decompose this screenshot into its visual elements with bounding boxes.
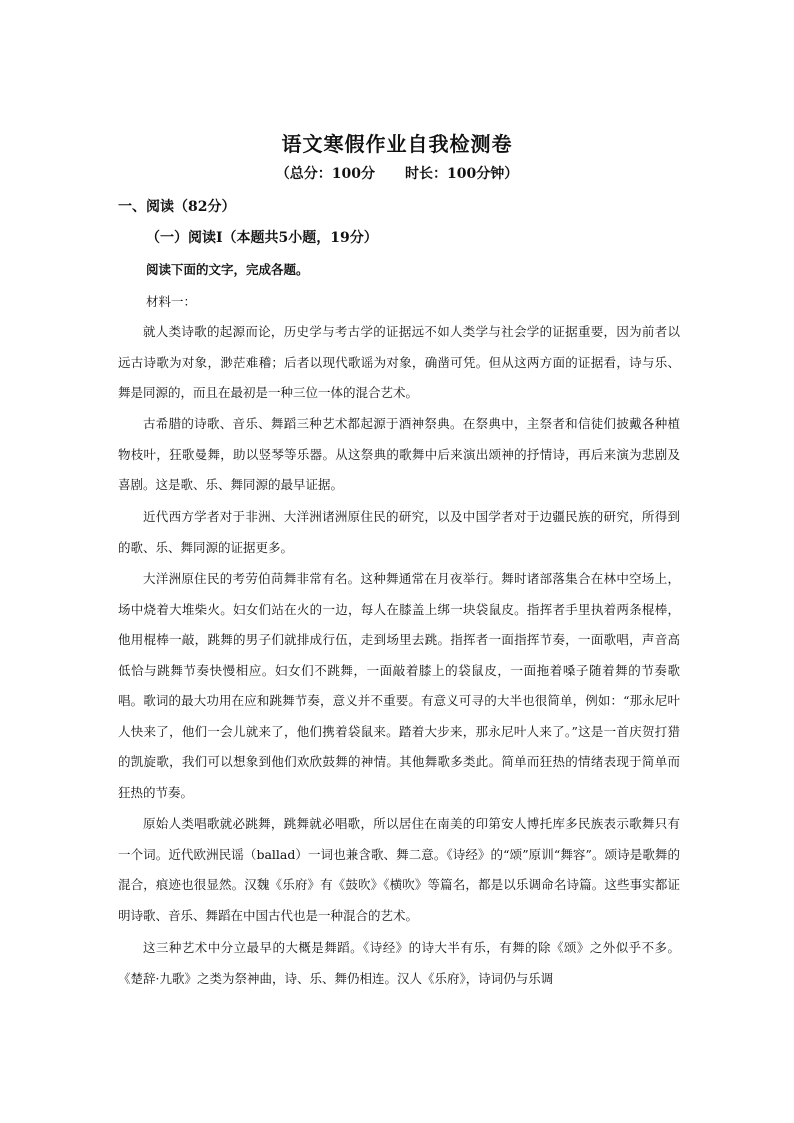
paragraph: 古希腊的诗歌、音乐、舞蹈三种艺术都起源于酒神祭典。在祭典中，主祭者和信徒们披戴各种植物枝叶，狂歌曼舞，助以竖琴等乐器。从这祭典的歌舞中后来演出颂神的抒情诗，再后来演为悲剧及喜剧。这是歌、乐、舞同源的最早证据。 bbox=[118, 416, 680, 492]
section-heading: 一、阅读（82分） bbox=[118, 199, 236, 215]
subsection-heading: （一）阅读Ⅰ（本题共5小题，19分） bbox=[146, 230, 378, 246]
paragraph: 原始人类唱歌就必跳舞，跳舞就必唱歌，所以居住在南美的印第安人博托库多民族表示歌舞只有一个词。近代欧洲民谣（ballad）一词也兼含歌、舞二意。《诗经》的“颂”原训“舞容”。颂诗是歌舞的混合，痕迹也很显然。汉魏《乐府》有《鼓吹》《横吹》等篇名，都是以乐调命名诗篇。这些事实都证明诗歌、音乐、舞蹈在中国古代也是一种混合的艺术。 bbox=[118, 816, 680, 923]
reading-instruction: 阅读下面的文字，完成各题。 bbox=[146, 262, 309, 277]
total-score-label: （总分：100分 bbox=[275, 166, 375, 182]
duration-label: 时长：100分钟） bbox=[405, 166, 519, 182]
paragraph: 近代西方学者对于非洲、大洋洲诸洲原住民的研究，以及中国学者对于边疆民族的研究，所得到的歌、乐、舞同源的证据更多。 bbox=[118, 509, 680, 555]
paragraph: 大洋洲原住民的考劳伯苘舞非常有名。这种舞通常在月夜举行。舞时诸部落集合在林中空场上，场中烧着大堆柴火。妇女们站在火的一边，每人在膝盖上绑一块袋鼠皮。指挥者手里执着两条棍棒，他用棍棒一敲，跳舞的男子们就排成行伍，走到场里去跳。指挥者一面指挥节奏，一面歌唱，声音高低恰与跳舞节奏快慢相应。妇女们不跳舞，一面敲着膝上的袋鼠皮，一面拖着嗓子随着舞的节奏歌唱。歌词的最大功用在应和跳舞节奏，意义并不重要。有意义可寻的大半也很简单，例如：“那永尼叶人快来了，他们一会儿就来了，他们携着袋鼠来。踏着大步来，那永尼叶人来了。”这是一首庆贺打猎的凯旋歌，我们可以想象到他们欢欣鼓舞的神情。其他舞歌多类此。简单而狂热的情绪表现于简单而狂热的节奏。 bbox=[118, 571, 680, 800]
document-title: 语文寒假作业自我检测卷 bbox=[281, 132, 513, 156]
exam-info bbox=[0, 163, 794, 183]
paragraph: 就人类诗歌的起源而论，历史学与考古学的证据远不如人类学与社会学的证据重要，因为前者以远古诗歌为对象，渺茫难稽；后者以现代歌谣为对象，确凿可凭。但从这两方面的证据看，诗与乐、舞是同源的，而且在最初是一种三位一体的混合艺术。 bbox=[118, 324, 680, 400]
paragraph: 这三种艺术中分立最早的大概是舞蹈。《诗经》的诗大半有乐，有舞的除《颂》之外似乎不多。《楚辞·九歌》之类为祭神曲，诗、乐、舞仍相连。汉人《乐府》，诗词仍与乐调 bbox=[118, 940, 680, 986]
material-label: 材料一： bbox=[146, 294, 197, 309]
